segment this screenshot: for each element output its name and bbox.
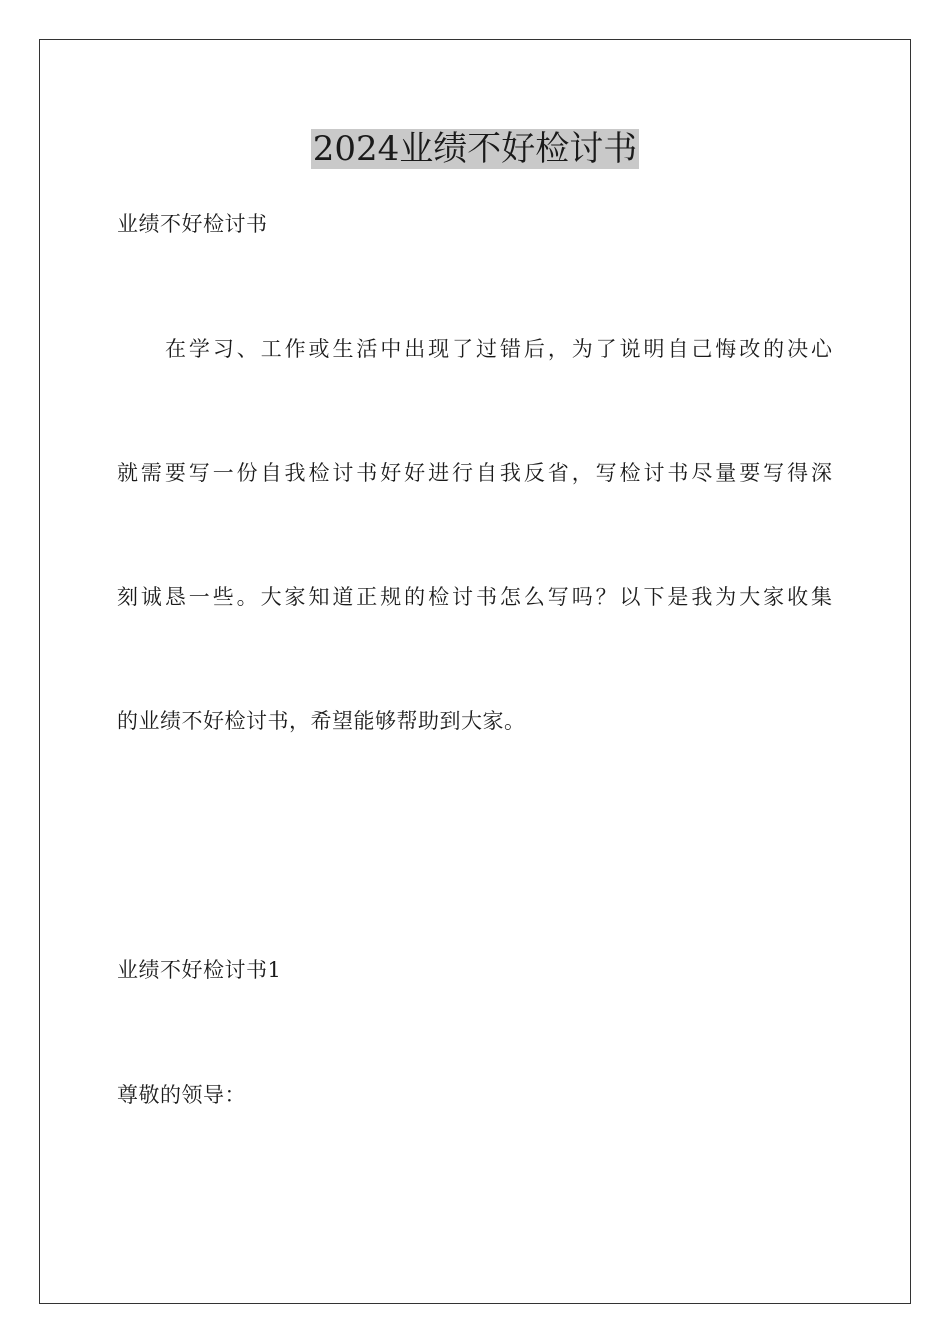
intro-line-3: 刻诚恳一些。大家知道正规的检讨书怎么写吗？以下是我为大家收集 bbox=[117, 585, 832, 609]
intro-line-2: 就需要写一份自我检讨书好好进行自我反省，写检讨书尽量要写得深 bbox=[117, 461, 832, 485]
section-heading: 业绩不好检讨书1 bbox=[117, 958, 282, 982]
document-subtitle: 业绩不好检讨书 bbox=[117, 212, 268, 236]
document-title bbox=[0, 128, 950, 170]
salutation: 尊敬的领导： bbox=[117, 1083, 246, 1107]
intro-line-4: 的业绩不好检讨书，希望能够帮助到大家。 bbox=[117, 709, 526, 733]
intro-line-1: 在学习、工作或生活中出现了过错后，为了说明自己悔改的决心 bbox=[165, 337, 832, 361]
document-title-text: 2024业绩不好检讨书 bbox=[312, 129, 638, 169]
